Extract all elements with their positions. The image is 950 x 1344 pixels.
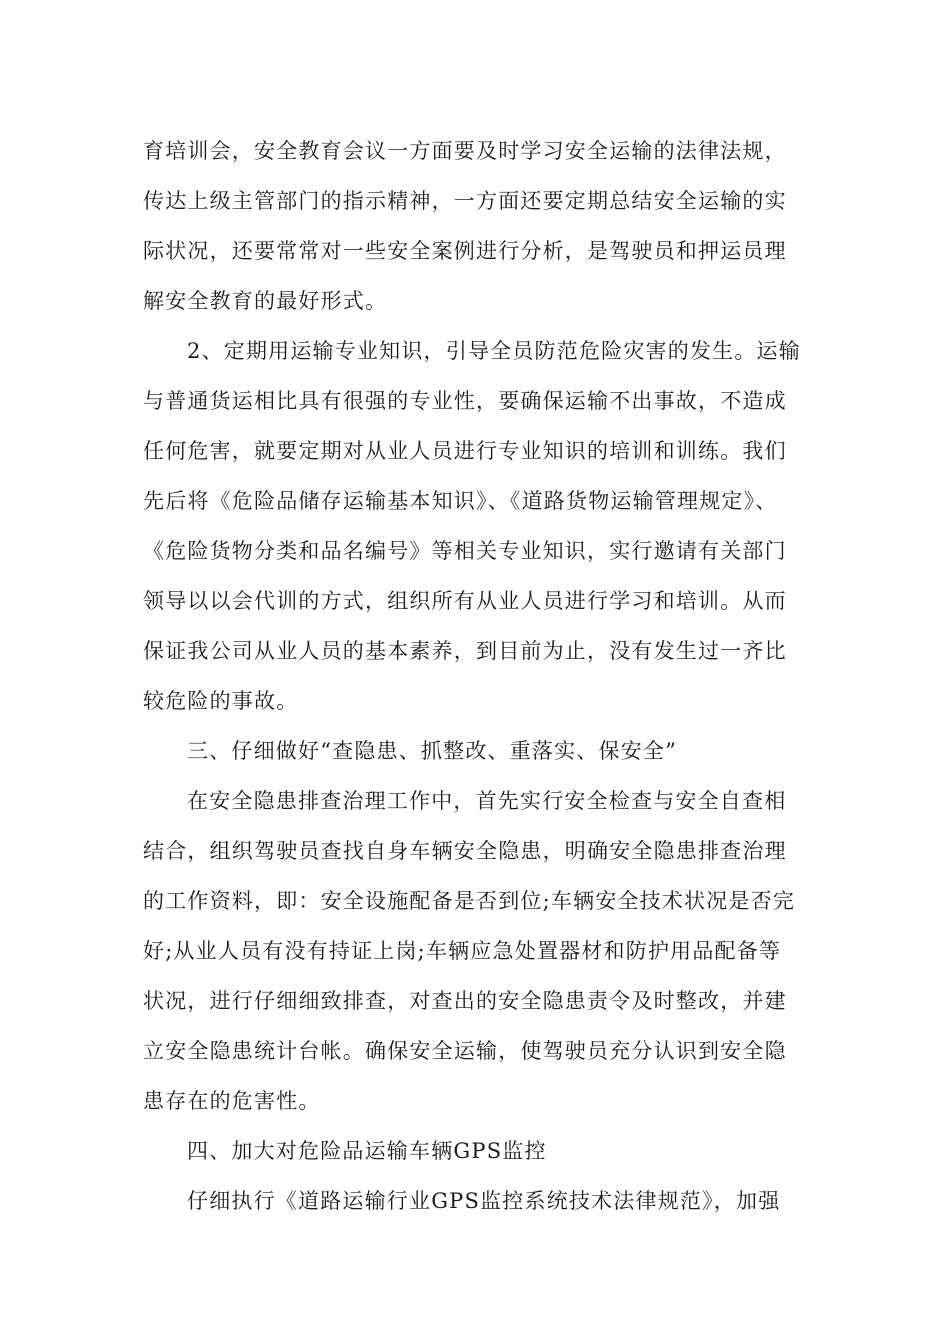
text-line: 领导以以会代训的方式，组织所有从业人员进行学习和培训。从而 <box>143 589 787 613</box>
text-line: 传达上级主管部门的指示精神，一方面还要定期总结安全运输的实 <box>143 189 787 213</box>
text-line: 结合，组织驾驶员查找自身车辆安全隐患，明确安全隐患排查治理 <box>143 839 787 863</box>
paragraph-first-line: 2、定期用运输专业知识，引导全员防范危险灾害的发生。运输 <box>187 339 801 363</box>
text-line: 状况，进行仔细细致排查，对查出的安全隐患责令及时整改，并建 <box>143 989 787 1013</box>
text-line: 解安全教育的最好形式。 <box>143 289 388 313</box>
text-line: 保证我公司从业人员的基本素养，到目前为止，没有发生过一齐比 <box>143 639 787 663</box>
document-body <box>143 126 813 1226</box>
text-line: 好;从业人员有没有持证上岗;车辆应急处置器材和防护用品配备等 <box>143 939 782 963</box>
text-line: 的工作资料，即：安全设施配备是否到位;车辆安全技术状况是否完 <box>143 889 796 913</box>
text-line: 任何危害，就要定期对从业人员进行专业知识的培训和训练。我们 <box>143 439 787 463</box>
paragraph-first-line: 三、仔细做好“查隐患、抓整改、重落实、保安全” <box>187 739 678 763</box>
text-line: 际状况，还要常常对一些安全案例进行分析，是驾驶员和押运员理 <box>143 239 787 263</box>
text-line: 患存在的危害性。 <box>143 1089 321 1113</box>
text-line: 先后将《危险品储存运输基本知识》、《道路货物运输管理规定》、 <box>143 489 778 513</box>
text-line: 育培训会，安全教育会议一方面要及时学习安全运输的法律法规， <box>143 139 787 163</box>
paragraph-first-line: 在安全隐患排查治理工作中，首先实行安全检查与安全自查相 <box>187 789 787 813</box>
text-line: 《危险货物分类和品名编号》等相关专业知识，实行邀请有关部门 <box>143 539 787 563</box>
text-line: 与普通货运相比具有很强的专业性，要确保运输不出事故，不造成 <box>143 389 787 413</box>
paragraph-first-line: 四、加大对危险品运输车辆GPS监控 <box>187 1139 547 1163</box>
text-line: 较危险的事故。 <box>143 689 299 713</box>
paragraph-first-line: 仔细执行《道路运输行业GPS监控系统技术法律规范》，加强 <box>187 1189 781 1213</box>
text-line: 立安全隐患统计台帐。确保安全运输，使驾驶员充分认识到安全隐 <box>143 1039 787 1063</box>
